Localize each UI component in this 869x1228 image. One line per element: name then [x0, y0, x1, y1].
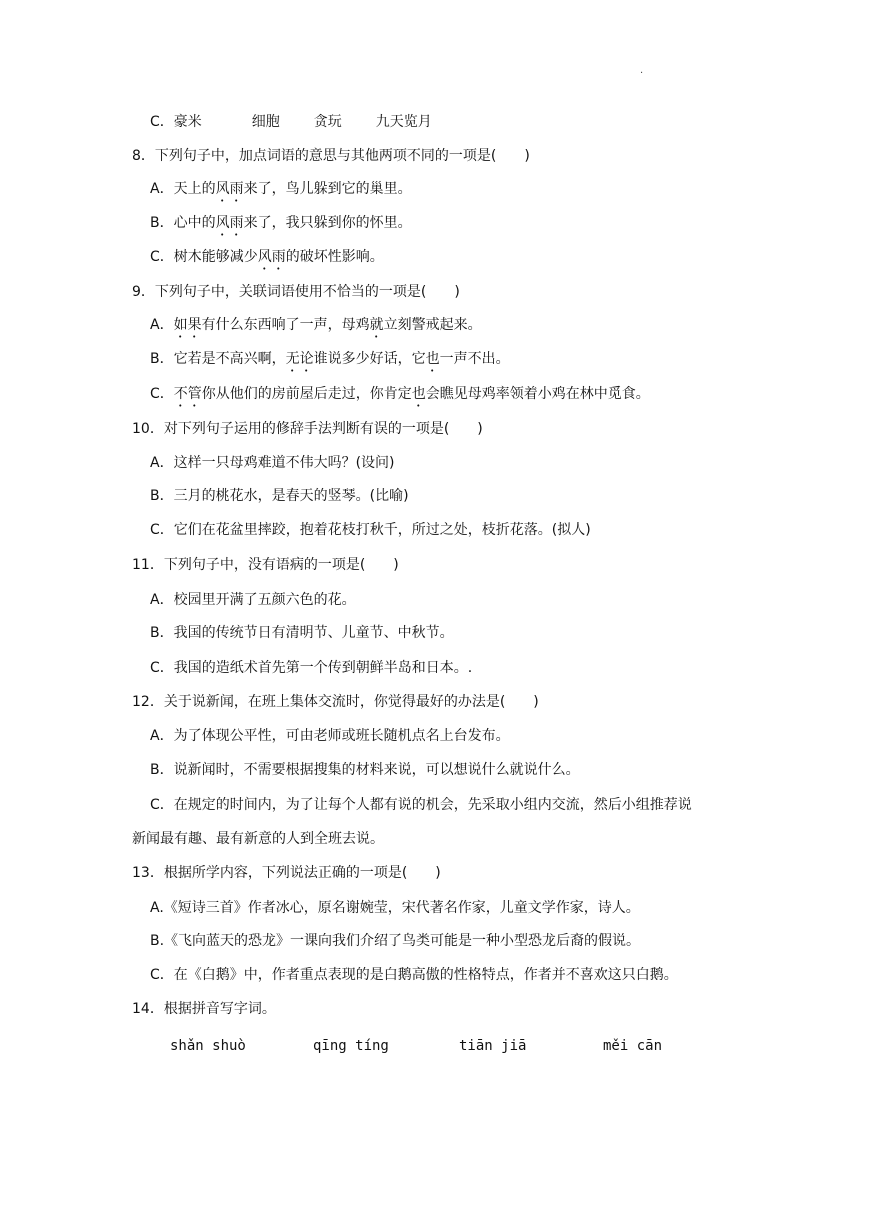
q10-stem: 10．对下列句子运用的修辞手法判断有误的一项是( ) — [132, 421, 483, 437]
q10-option-a: A．这样一只母鸡难道不伟大吗？(设问) — [150, 455, 395, 471]
q9-c-part2: 你从他们的房前屋后走过，你肯定 — [201, 386, 412, 402]
q9-a-emph1: 如果 — [173, 317, 202, 333]
q9-b-emph1: 无论 — [285, 351, 314, 367]
q9-b-part3: 一声不出。 — [439, 351, 510, 367]
q9-b-emph2: 也 — [425, 351, 440, 367]
q12-option-b: B．说新闻时，不需要根据搜集的材料来说，可以想说什么就说什么。 — [150, 762, 580, 778]
q11-stem: 11．下列句子中，没有语病的一项是( ) — [132, 557, 399, 573]
q9-stem: 9．下列句子中，关联词语使用不恰当的一项是( ) — [132, 284, 460, 300]
q8-c-emphasis: 风雨 — [257, 249, 286, 265]
q8-b-emphasis: 风雨 — [215, 215, 244, 231]
q12-stem: 12．关于说新闻，在班上集体交流时，你觉得最好的办法是( ) — [132, 694, 539, 710]
q9-b-part1: B．它若是不高兴啊， — [150, 351, 286, 367]
q10-option-b: B．三月的桃花水，是春天的竖琴。(比喻) — [150, 488, 409, 504]
q12-option-a: A．为了体现公平性，可由老师或班长随机点名上台发布。 — [150, 728, 510, 744]
q11-option-b: B．我国的传统节日有清明节、儿童节、中秋节。 — [150, 625, 454, 641]
q7-word-1: 豪米 — [173, 114, 202, 130]
q13-option-c: C．在《白鹅》中，作者重点表现的是白鹅高傲的性格特点，作者并不喜欢这只白鹅。 — [150, 967, 678, 983]
q9-a-part1: A． — [150, 317, 174, 333]
q8-a-pre: A．天上的 — [150, 181, 216, 197]
pinyin-4: měi cān — [603, 1038, 663, 1054]
q8-option-b — [150, 213, 412, 239]
q9-option-a — [150, 315, 482, 341]
q9-option-b — [150, 349, 510, 375]
q9-b-part2: 谁说多少好话，它 — [313, 351, 426, 367]
q14-pinyin-row — [170, 1036, 662, 1056]
q12-option-c-line2: 新闻最有趣、最有新意的人到全班去说。 — [132, 831, 384, 847]
q7-word-2: 细胞 — [251, 114, 280, 130]
q9-c-part3: 会瞧见母鸡率领着小鸡在林中觅食。 — [425, 386, 650, 402]
q9-a-part2: 有什么东西响了一声，母鸡 — [201, 317, 370, 333]
q9-option-c — [150, 384, 650, 410]
q8-option-a — [150, 179, 412, 205]
q9-a-part3: 立刻警戒起来。 — [383, 317, 482, 333]
pinyin-2: qīng tíng — [313, 1038, 389, 1054]
q13-option-b: B.《飞向蓝天的恐龙》一课向我们介绍了鸟类可能是一种小型恐龙后裔的假说。 — [150, 933, 641, 949]
q8-b-pre: B．心中的 — [150, 215, 216, 231]
q9-c-part1: C． — [150, 386, 174, 402]
q10-option-c: C．它们在花盆里摔跤，抱着花枝打秋千，所过之处，枝折花落。(拟人) — [150, 522, 591, 538]
q7-word-4: 九天览月 — [375, 114, 432, 130]
q13-option-a: A.《短诗三首》作者冰心，原名谢婉莹，宋代著名作家，儿童文学作家，诗人。 — [150, 900, 640, 916]
q8-a-emphasis: 风雨 — [215, 181, 244, 197]
q7-option-c-label: C． — [150, 114, 174, 130]
q14-stem: 14．根据拼音写字词。 — [132, 1001, 276, 1017]
q11-option-a: A．校园里开满了五颜六色的花。 — [150, 592, 356, 608]
q9-c-emph2: 也 — [411, 386, 426, 402]
q7-word-3: 贪玩 — [313, 114, 342, 130]
q12-option-c-line1: C．在规定的时间内，为了让每个人都有说的机会，先采取小组内交流，然后小组推荐说 — [150, 797, 692, 813]
q8-a-post: 来了，鸟儿躲到它的巢里。 — [243, 181, 412, 197]
q11-option-c: C．我国的造纸术首先第一个传到朝鲜半岛和日本。. — [150, 660, 473, 676]
q8-c-post: 的破坏性影响。 — [285, 249, 384, 265]
top-mark: · — [640, 68, 644, 79]
q8-c-pre: C．树木能够减少 — [150, 249, 258, 265]
q9-c-emph1: 不管 — [173, 386, 202, 402]
q8-option-c — [150, 247, 384, 273]
q8-stem: 8．下列句子中，加点词语的意思与其他两项不同的一项是( ) — [132, 148, 530, 164]
q9-a-emph2: 就 — [369, 317, 384, 333]
q8-b-post: 来了，我只躲到你的怀里。 — [243, 215, 412, 231]
q13-stem: 13．根据所学内容，下列说法正确的一项是( ) — [132, 865, 441, 881]
pinyin-1: shǎn shuò — [170, 1038, 246, 1054]
pinyin-3: tiān jiā — [459, 1038, 527, 1054]
q7-option-c — [150, 112, 432, 132]
